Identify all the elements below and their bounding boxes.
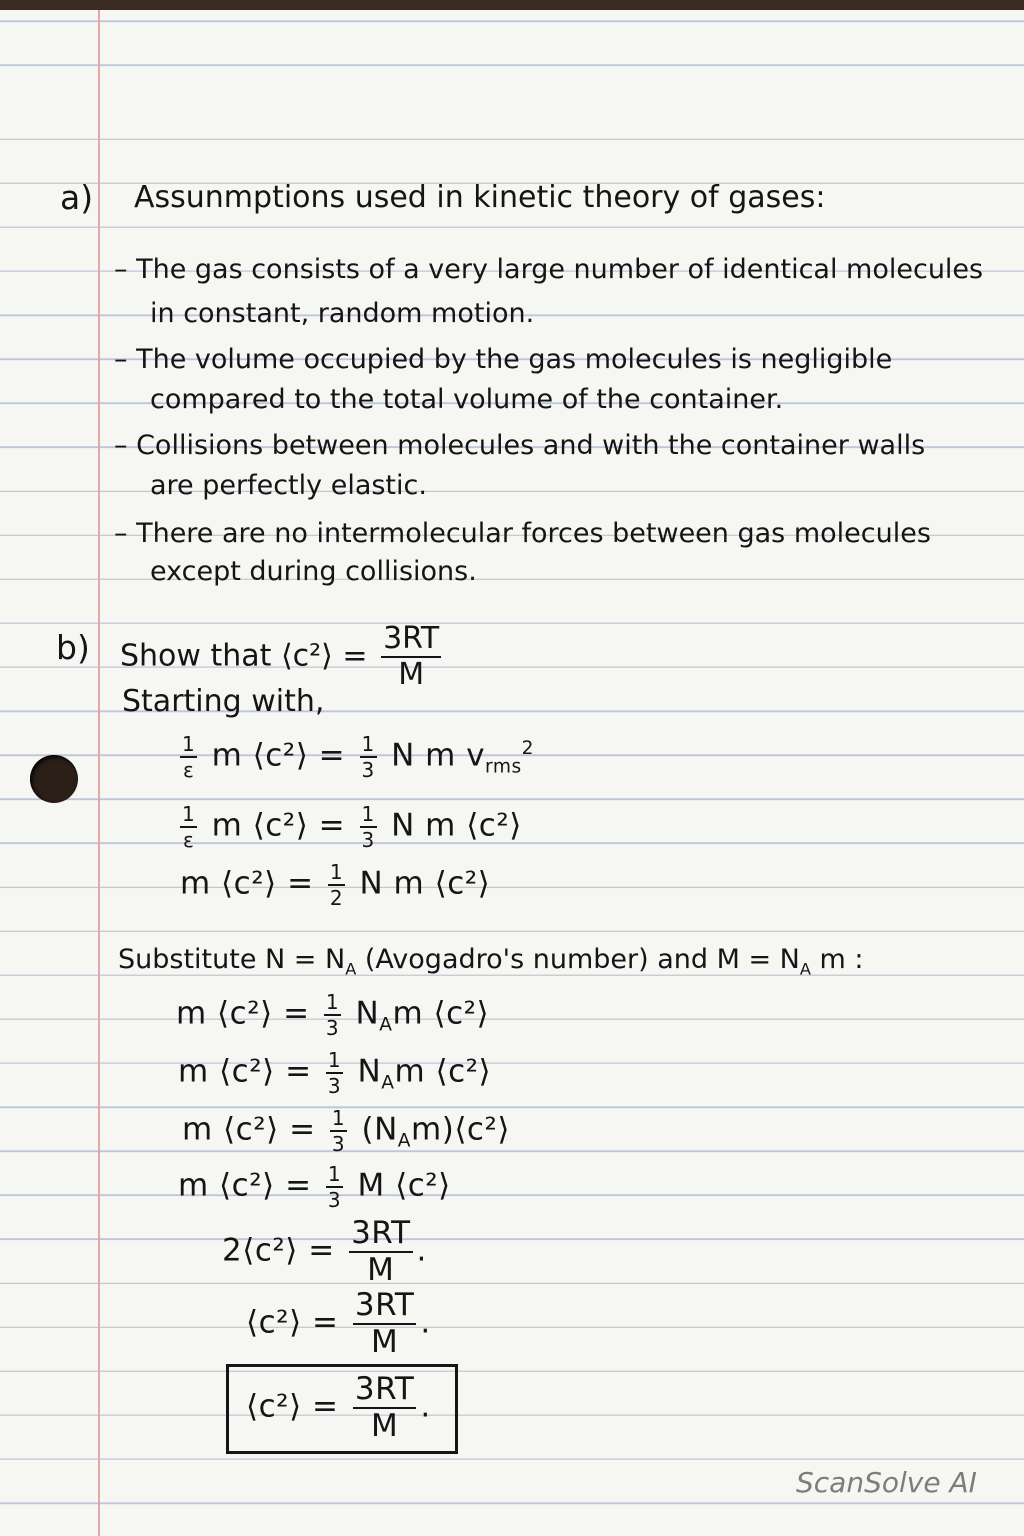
equation-step-1 — [176, 734, 534, 780]
fraction-numerator: 1 — [327, 1162, 342, 1186]
equation-step-6 — [182, 1108, 510, 1154]
bullet-1-line-2: in constant, random motion. — [150, 298, 535, 329]
bullet-2-line-1: – The volume occupied by the gas molecules is negligible — [114, 344, 893, 375]
fraction-numerator: 3RT — [354, 1371, 415, 1407]
watermark: ScanSolve AI — [796, 1466, 977, 1499]
equation-lhs: m ⟨c²⟩ = — [211, 807, 346, 844]
final-answer — [246, 1371, 431, 1444]
fraction-numerator: 1 — [361, 802, 375, 826]
subscript: A — [397, 1130, 412, 1152]
fraction-numerator: 3RT — [383, 621, 440, 656]
equation-lhs: m ⟨c²⟩ = — [176, 995, 310, 1032]
equation-lhs: 2⟨c²⟩ = — [222, 1232, 335, 1269]
bullet-4-line-2: except during collisions. — [150, 556, 477, 587]
equation-step-5 — [178, 1050, 491, 1096]
bullet-3-line-1: – Collisions between molecules and with the container walls — [114, 430, 926, 461]
equation-step-3 — [180, 862, 490, 908]
show-that-line — [120, 621, 445, 692]
margin-line — [98, 10, 100, 1536]
equation-lhs: m ⟨c²⟩ = — [178, 1053, 312, 1090]
equation-rhs: (N — [361, 1111, 398, 1148]
bullet-4-line-1: – There are no intermolecular forces between gas molecules — [114, 518, 931, 549]
period: . — [420, 1304, 431, 1341]
fraction-numerator: 1 — [182, 802, 196, 826]
equation-rhs: N — [357, 1053, 382, 1090]
substitute-text: m : — [810, 944, 864, 975]
bullet-2-line-2: compared to the total volume of the container. — [150, 384, 784, 415]
equation-step-4 — [176, 992, 489, 1038]
binder-hole — [30, 755, 78, 803]
fraction-numerator: 3RT — [351, 1215, 411, 1251]
fraction-numerator: 1 — [327, 1048, 342, 1072]
equation-lhs: ⟨c²⟩ = — [246, 1304, 339, 1341]
fraction-denominator: ε — [182, 758, 195, 782]
fraction-denominator: M — [398, 657, 425, 692]
equation-lhs: ⟨c²⟩ = — [246, 1388, 339, 1425]
equation-lhs: m ⟨c²⟩ = — [178, 1167, 312, 1204]
equation-step-9 — [246, 1287, 431, 1360]
equation-rhs: N m v — [391, 737, 486, 774]
fraction-denominator: 3 — [361, 758, 375, 782]
fraction-denominator: 2 — [329, 886, 344, 910]
equation-rhs: M ⟨c²⟩ — [357, 1167, 451, 1204]
equation-rhs: m ⟨c²⟩ — [392, 995, 490, 1032]
part-a-label: a) — [60, 178, 94, 217]
fraction-numerator: 3RT — [354, 1287, 415, 1323]
equation-rhs: m)⟨c²⟩ — [411, 1111, 510, 1148]
equation-rhs: N — [355, 995, 380, 1032]
period: . — [420, 1388, 431, 1425]
equation-lhs: m ⟨c²⟩ = — [182, 1111, 316, 1148]
fraction-denominator: M — [370, 1408, 399, 1444]
equation-lhs: m ⟨c²⟩ = — [211, 737, 346, 774]
fraction-denominator: 3 — [327, 1074, 342, 1098]
equation-step-7 — [178, 1164, 451, 1210]
equation-step-2 — [176, 804, 522, 850]
fraction-denominator: 3 — [331, 1132, 346, 1156]
bullet-3-line-2: are perfectly elastic. — [150, 470, 427, 501]
fraction-denominator: M — [370, 1324, 399, 1360]
subscript: A — [345, 959, 357, 979]
subscript: A — [379, 1014, 393, 1036]
substitute-line — [118, 944, 864, 978]
fraction-numerator: 1 — [331, 1106, 346, 1130]
starting-with: Starting with, — [122, 684, 325, 719]
fraction-numerator: 1 — [325, 990, 340, 1014]
fraction-denominator: 3 — [327, 1188, 342, 1212]
fraction-numerator: 1 — [361, 732, 375, 756]
fraction-numerator: 1 — [329, 860, 344, 884]
equation-lhs: m ⟨c²⟩ = — [180, 865, 314, 902]
fraction-denominator: 3 — [361, 828, 375, 852]
superscript: 2 — [521, 738, 535, 760]
show-that-text: Show that ⟨c²⟩ = — [120, 638, 368, 674]
substitute-text: (Avogadro's number) and M = N — [356, 944, 800, 975]
equation-rhs: N m ⟨c²⟩ — [391, 807, 522, 844]
show-that-fraction — [381, 621, 441, 692]
equation-step-8 — [222, 1215, 427, 1288]
substitute-text: Substitute N = N — [118, 944, 346, 975]
fraction-denominator: M — [367, 1252, 395, 1288]
subscript: A — [381, 1072, 395, 1094]
equation-rhs: N m ⟨c²⟩ — [359, 865, 491, 902]
subscript: A — [799, 959, 811, 979]
equation-rhs: m ⟨c²⟩ — [394, 1053, 492, 1090]
fraction-denominator: 3 — [325, 1016, 340, 1040]
period: . — [416, 1232, 427, 1269]
bullet-1-line-1: – The gas consists of a very large number of identical molecules — [114, 254, 984, 285]
fraction-numerator: 1 — [182, 732, 196, 756]
fraction-denominator: ε — [182, 828, 195, 852]
part-b-label: b) — [56, 628, 90, 667]
notebook-page — [0, 10, 1024, 1536]
part-a-heading: Assunmptions used in kinetic theory of gases: — [134, 180, 826, 215]
subscript: rms — [485, 756, 522, 778]
